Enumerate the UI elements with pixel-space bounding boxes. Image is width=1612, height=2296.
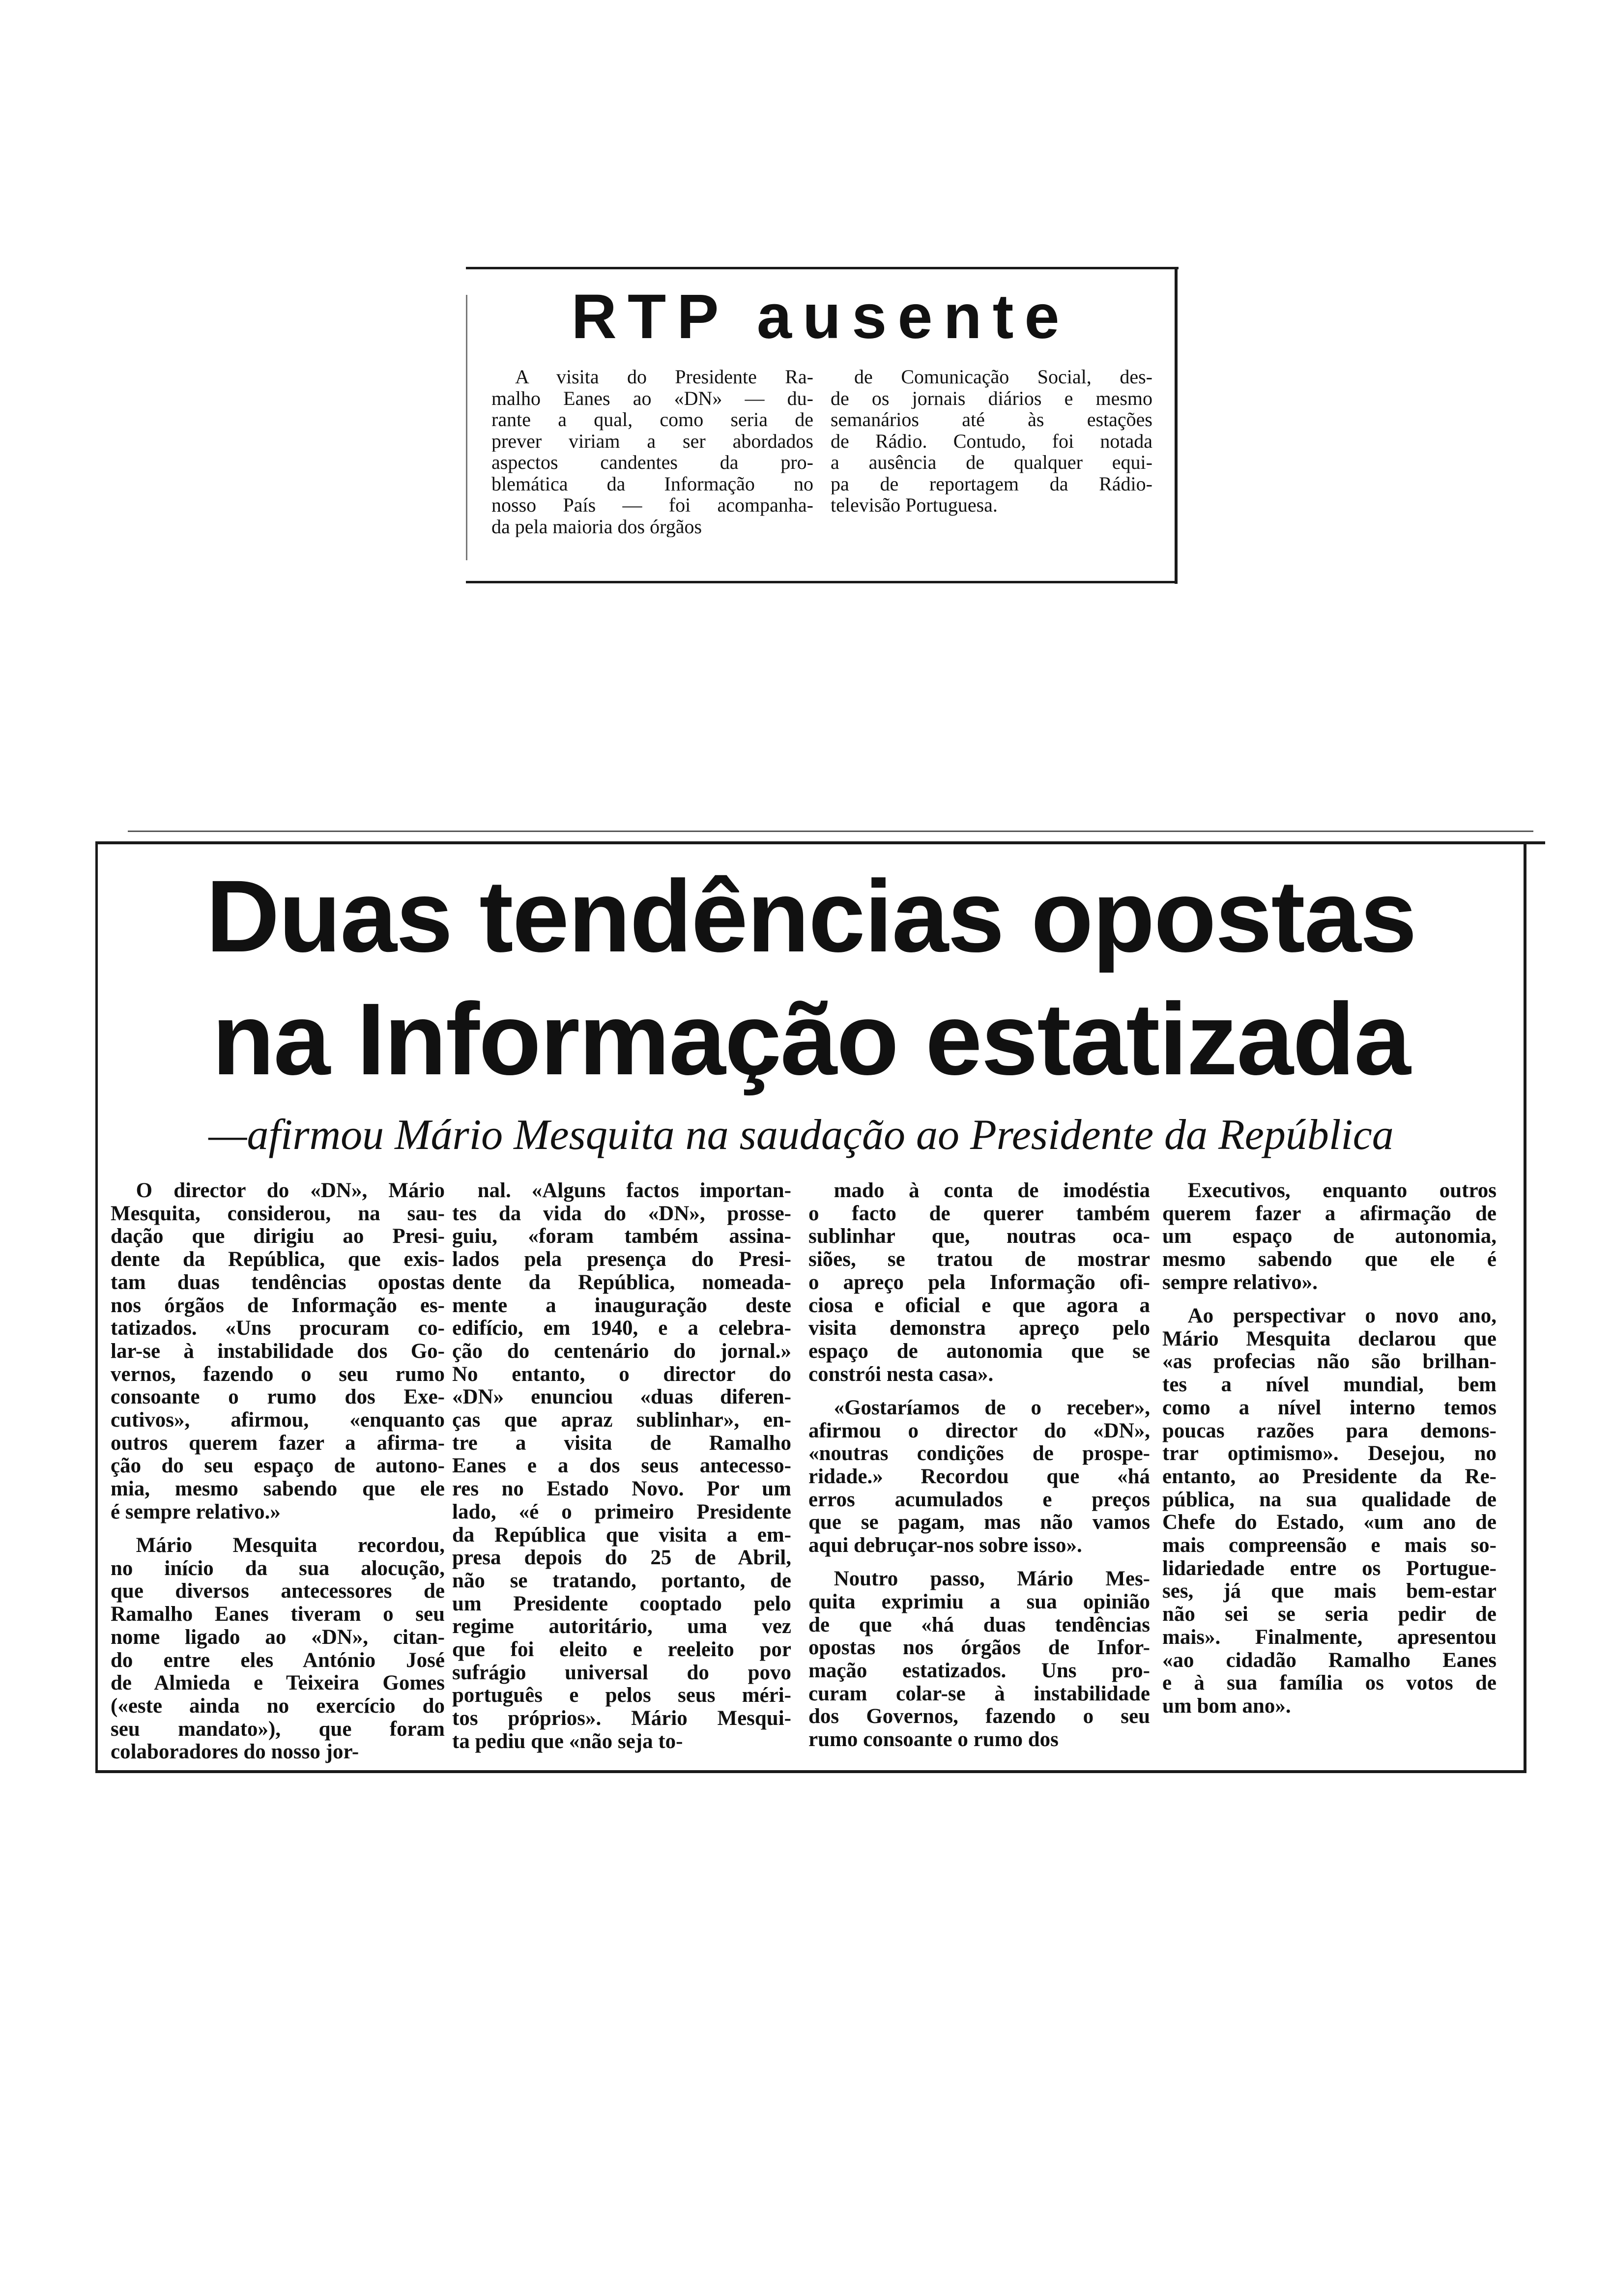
text-line: não se tratando, portanto, de xyxy=(452,1569,791,1592)
text-line: blemática da Informação no xyxy=(491,473,813,494)
text-line: Eanes e a dos seus antecesso- xyxy=(452,1455,791,1478)
text-line: nome ligado ao «DN», citan- xyxy=(111,1626,445,1649)
text-line: um Presidente cooptado pelo xyxy=(452,1592,791,1615)
text-line: outros querem fazer a afirma- xyxy=(111,1432,445,1455)
paragraph-gap xyxy=(808,1557,1150,1568)
paragraph-gap xyxy=(1162,1294,1497,1305)
text-line: Noutro passo, Mário Mes- xyxy=(834,1568,1150,1591)
text-line: pública, na sua qualidade de xyxy=(1162,1488,1497,1511)
text-line: dação que dirigiu ao Presi- xyxy=(111,1225,445,1248)
text-line: tam duas tendências opostas xyxy=(111,1271,445,1294)
text-line: televisão Portuguesa. xyxy=(831,494,998,516)
text-line: «as profecias não são brilhan- xyxy=(1162,1350,1497,1374)
headline-line-2: na Informação estatizada xyxy=(212,982,1410,1096)
text-line: ridade.» Recordou que «há xyxy=(808,1465,1150,1488)
text-line: A visita do Presidente Ra- xyxy=(515,366,813,388)
text-line: lado, «é o primeiro Presidente xyxy=(452,1500,791,1523)
text-line: «Gostaríamos de o receber», xyxy=(834,1396,1150,1419)
text-line: que diversos antecessores de xyxy=(111,1580,445,1603)
text-line: malho Eanes ao «DN» — du- xyxy=(491,387,813,409)
text-line: ses, já que mais bem-estar xyxy=(1162,1580,1497,1603)
text-line: nosso País — foi acompanha- xyxy=(491,494,813,516)
text-line: erros acumulados e preços xyxy=(808,1488,1150,1511)
text-line: ciosa e oficial e que agora a xyxy=(808,1294,1150,1317)
text-line: presa depois do 25 de Abril, xyxy=(452,1547,791,1570)
text-line: Chefe do Estado, «um ano de xyxy=(1162,1511,1497,1534)
text-line: Ao perspectivar o novo ano, xyxy=(1187,1305,1497,1328)
text-line: aspectos candentes da pro- xyxy=(491,452,813,473)
text-line: edifício, em 1940, e a celebra- xyxy=(452,1317,791,1340)
text-line: prever viriam a ser abordados xyxy=(491,430,813,452)
text-line: rante a qual, como seria de xyxy=(491,409,813,430)
text-line: Executivos, enquanto outros xyxy=(1187,1179,1497,1202)
text-line: mia, mesmo sabendo que ele xyxy=(111,1478,445,1501)
text-line: um espaço de autonomia, xyxy=(1162,1225,1497,1248)
text-line: trar optimismo». Desejou, no xyxy=(1162,1442,1497,1465)
text-line: nos órgãos de Informação es- xyxy=(111,1294,445,1317)
headline-line-1: Duas tendências opostas xyxy=(205,860,1416,974)
text-line: do entre eles António José xyxy=(111,1649,445,1672)
main-column-2 xyxy=(452,1179,791,1753)
text-line: que se pagam, mas não vamos xyxy=(808,1511,1150,1534)
text-line: quita exprimiu a sua opinião xyxy=(808,1590,1150,1613)
text-line: no início da sua alocução, xyxy=(111,1557,445,1580)
text-line: dente da República, que exis- xyxy=(111,1248,445,1271)
text-line: tre a visita de Ramalho xyxy=(452,1432,791,1455)
text-line: O director do «DN», Mário xyxy=(136,1179,445,1202)
rtp-top-rule xyxy=(466,267,1179,269)
main-top-rule xyxy=(95,841,1545,844)
text-line: mais compreensão e mais so- xyxy=(1162,1534,1497,1557)
text-line: não sei se seria pedir de xyxy=(1162,1603,1497,1626)
text-line: é sempre relativo.» xyxy=(111,1500,281,1523)
text-line: mado à conta de imodéstia xyxy=(834,1179,1150,1202)
text-line: constrói nesta casa». xyxy=(808,1363,994,1386)
text-line: Mário Mesquita declarou que xyxy=(1162,1327,1497,1350)
text-line: lados pela presença do Presi- xyxy=(452,1248,791,1271)
text-line: vernos, fazendo o seu rumo xyxy=(111,1363,445,1386)
text-line: de Comunicação Social, des- xyxy=(854,366,1152,388)
text-line: que foi eleito e reeleito por xyxy=(452,1638,791,1662)
text-line: mente a inauguração deste xyxy=(452,1294,791,1317)
text-line: querem fazer a afirmação de xyxy=(1162,1202,1497,1225)
text-line: mesmo sabendo que ele é xyxy=(1162,1248,1497,1271)
paragraph-gap xyxy=(111,1524,445,1535)
text-line: «DN» enunciou «duas diferen- xyxy=(452,1386,791,1409)
text-line: afirmou o director do «DN», xyxy=(808,1419,1150,1442)
text-line: Mesquita, considerou, na sau- xyxy=(111,1202,445,1225)
text-line: lar-se à instabilidade dos Go- xyxy=(111,1340,445,1363)
text-line: poucas razões para demons- xyxy=(1162,1419,1497,1442)
text-line: o facto de querer também xyxy=(808,1202,1150,1225)
text-line: nal. «Alguns factos importan- xyxy=(477,1179,791,1202)
main-column-1 xyxy=(111,1179,445,1764)
text-line: ças que apraz sublinhar», en- xyxy=(452,1409,791,1432)
text-line: curam colar-se à instabilidade xyxy=(808,1682,1150,1705)
text-line: o apreço pela Informação ofi- xyxy=(808,1271,1150,1294)
text-line: ta pediu que «não seja to- xyxy=(452,1730,683,1753)
text-line: da pela maioria dos órgãos xyxy=(491,516,702,537)
text-line: siões, se tratou de mostrar xyxy=(808,1248,1150,1271)
text-line: tos próprios». Mário Mesqui- xyxy=(452,1707,791,1730)
text-line: regime autoritário, uma vez xyxy=(452,1615,791,1638)
subtitle: —afirmou Mário Mesquita na saudação ao Presidente da República xyxy=(208,1111,1394,1159)
text-line: mação estatizados. Uns pro- xyxy=(808,1660,1150,1683)
paragraph-gap xyxy=(808,1386,1150,1397)
text-line: opostas nos órgãos de Infor- xyxy=(808,1636,1150,1660)
text-line: «noutras condições de prospe- xyxy=(808,1442,1150,1465)
text-line: consoante o rumo dos Exe- xyxy=(111,1386,445,1409)
text-line: No entanto, o director do xyxy=(452,1363,791,1386)
text-line: aqui debruçar-nos sobre isso». xyxy=(808,1534,1082,1557)
rtp-column-1 xyxy=(491,366,813,537)
rtp-headline: RTP ausente xyxy=(571,282,1070,352)
text-line: Ramalho Eanes tiveram o seu xyxy=(111,1603,445,1626)
text-line: espaço de autonomia que se xyxy=(808,1340,1150,1363)
text-line: de os jornais diários e mesmo xyxy=(831,387,1152,409)
text-line: semanários até às estações xyxy=(831,409,1152,430)
text-line: de que «há duas tendências xyxy=(808,1613,1150,1636)
text-line: visita demonstra apreço pelo xyxy=(808,1317,1150,1340)
rtp-bottom-rule xyxy=(466,581,1176,583)
text-line: colaboradores do nosso jor- xyxy=(111,1741,359,1764)
text-line: tatizados. «Uns procuram co- xyxy=(111,1317,445,1340)
text-line: dos Governos, fazendo o seu xyxy=(808,1705,1150,1728)
text-line: seu mandato»), que foram xyxy=(111,1718,445,1741)
text-line: pa de reportagem da Rádio- xyxy=(831,473,1152,494)
text-line: res no Estado Novo. Por um xyxy=(452,1478,791,1501)
text-line: sufrágio universal do povo xyxy=(452,1661,791,1684)
main-bottom-rule xyxy=(95,1770,1526,1773)
rtp-right-rule xyxy=(1175,267,1178,584)
text-line: um bom ano». xyxy=(1162,1694,1291,1718)
text-line: Mário Mesquita recordou, xyxy=(136,1534,445,1557)
text-line: sempre relativo». xyxy=(1162,1271,1318,1294)
rtp-column-2 xyxy=(831,366,1152,516)
text-line: ção do seu espaço de autono- xyxy=(111,1455,445,1478)
text-line: tes a nível mundial, bem xyxy=(1162,1374,1497,1397)
main-top-thin-rule xyxy=(128,831,1533,832)
text-line: entanto, ao Presidente da Re- xyxy=(1162,1465,1497,1488)
text-line: guiu, «foram também assina- xyxy=(452,1225,791,1248)
text-line: rumo consoante o rumo dos xyxy=(808,1728,1059,1751)
text-line: «ao cidadão Ramalho Eanes xyxy=(1162,1649,1497,1672)
text-line: tes da vida do «DN», prosse- xyxy=(452,1202,791,1225)
text-line: sublinhar que, noutras oca- xyxy=(808,1225,1150,1248)
main-column-3 xyxy=(808,1179,1150,1751)
text-line: de Almieda e Teixeira Gomes xyxy=(111,1672,445,1695)
text-line: ção do centenário do jornal.» xyxy=(452,1340,791,1363)
text-line: mais». Finalmente, apresentou xyxy=(1162,1626,1497,1649)
main-column-4 xyxy=(1162,1179,1497,1718)
text-line: dente da República, nomeada- xyxy=(452,1271,791,1294)
text-line: como a nível interno temos xyxy=(1162,1396,1497,1419)
text-line: e à sua família os votos de xyxy=(1162,1672,1497,1695)
text-line: da República que visita a em- xyxy=(452,1523,791,1547)
text-line: a ausência de qualquer equi- xyxy=(831,452,1152,473)
text-line: cutivos», afirmou, «enquanto xyxy=(111,1409,445,1432)
main-right-rule xyxy=(1524,841,1526,1773)
main-left-rule xyxy=(95,841,98,1773)
text-line: de Rádio. Contudo, foi notada xyxy=(831,430,1152,452)
text-line: português e pelos seus méri- xyxy=(452,1684,791,1707)
text-line: lidariedade entre os Portugue- xyxy=(1162,1557,1497,1580)
text-line: («este ainda no exercício do xyxy=(111,1694,445,1718)
